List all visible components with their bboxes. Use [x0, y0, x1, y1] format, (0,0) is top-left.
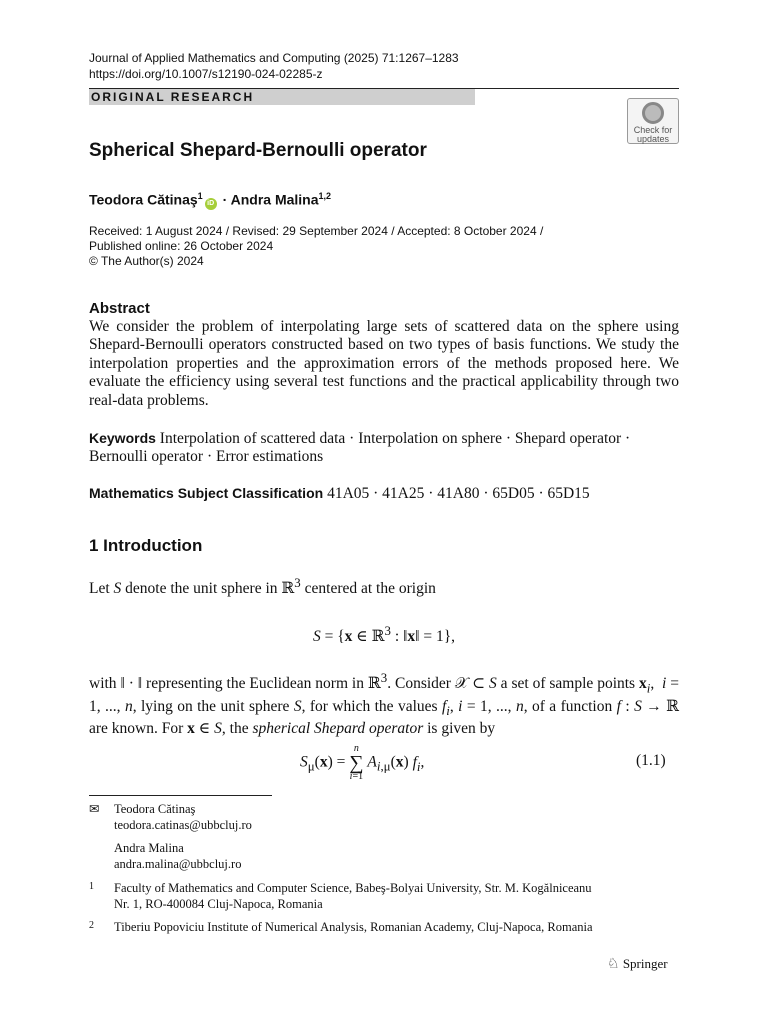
keywords-text: Interpolation of scattered data · Interpolation on sphere · Shepard operator · Bernoulli operator · Error estimations [89, 430, 631, 466]
check-updates-label-1: Check for [633, 125, 673, 135]
msc-codes: 41A05 · 41A25 · 41A80 · 65D05 · 65D15 [327, 485, 590, 502]
equation-number: (1.1) [636, 752, 666, 769]
section-badge: ORIGINAL RESEARCH [89, 89, 475, 105]
copyright: © The Author(s) 2024 [89, 254, 204, 268]
publisher-logo [607, 955, 668, 974]
article-title: Spherical Shepard-Bernoulli operator [89, 140, 427, 161]
intro-paragraph-2: with ‖ · ‖ representing the Euclidean norm in ℝ$^3$. Consider 𝒳 ⊂ S a set of sample points $x_i$, i = 1, ..., n, lying on the unit sphere S, for which the values $f_i$, i = 1, ..., n, of a function f : S → ℝ are known. For x ∈ S, the spherical Shepard operator is given by [89, 670, 679, 738]
author-2-name[interactable]: Andra Malina [230, 191, 319, 208]
author-separator: · [222, 191, 228, 208]
journal-line: Journal of Applied Mathematics and Computing (2025) 71:1267–1283 [89, 51, 459, 65]
author-2-affiliation: 1,2 [318, 191, 332, 201]
corresponding-authors [89, 801, 252, 872]
author-1-name[interactable]: Teodora Cătinaş [89, 191, 198, 208]
check-updates-icon [642, 102, 664, 124]
intro-paragraph-1: Let S denote the unit sphere in ℝ$^3$ centered at the origin [89, 575, 436, 598]
footnote-author-2-name: Andra Malina [114, 841, 184, 855]
affiliation-1-number: 1 [89, 881, 94, 892]
keywords-block [89, 429, 679, 467]
affiliation-1-line-2: Nr. 1, RO-400084 Cluj-Napoca, Romania [114, 897, 323, 911]
check-for-updates-button[interactable] [627, 98, 679, 144]
publisher-name: Springer [622, 956, 668, 971]
section-heading-introduction: 1 Introduction [89, 536, 203, 555]
doi-link[interactable]: https://doi.org/10.1007/s12190-024-02285-z [89, 67, 323, 81]
affiliation-1 [89, 879, 592, 912]
footnote-rule [89, 795, 272, 796]
author-list [89, 186, 331, 210]
abstract-text: We consider the problem of interpolating large sets of scattered data on the sphere using Shepard-Bernoulli operators constructed based on two types of basis functions. We study the interpolation properties and the approximation errors of the methods proposed here. We evaluate the efficiency using several test functions and the practical applicability through two real-data problems. [89, 318, 679, 409]
journal-citation [89, 50, 459, 82]
springer-horse-icon: ♘ [607, 957, 620, 972]
footnote-author-1-email[interactable]: teodora.catinas@ubbcluj.ro [114, 818, 252, 832]
dates-line-2: Published online: 26 October 2024 [89, 239, 274, 253]
author-1-affiliation: 1 [197, 191, 203, 201]
orcid-icon[interactable]: iD [205, 198, 217, 210]
affiliation-2 [89, 918, 593, 935]
footnote-author-2-email[interactable]: andra.malina@ubbcluj.ro [114, 857, 242, 871]
equation-shepard-operator: $S_\mu(x)$ = n ∑ i=1 $A_{i,\mu}(x)$ $f_i$, [300, 743, 425, 782]
footnote-author-1-name: Teodora Cătinaş [114, 802, 196, 816]
keywords-label: Keywords [89, 430, 156, 446]
abstract-heading: Abstract [89, 300, 150, 317]
publication-dates [89, 224, 689, 269]
check-updates-label-2: updates [636, 134, 670, 144]
msc-label: Mathematics Subject Classification [89, 485, 324, 501]
envelope-icon: ✉ [89, 802, 100, 816]
equation-unit-sphere: S = {x ∈ ℝ$^3$ : ‖x‖ = 1}, [312, 623, 456, 646]
dates-line-1: Received: 1 August 2024 / Revised: 29 September 2024 / Accepted: 8 October 2024 / [89, 224, 544, 238]
msc-block [89, 484, 679, 503]
affiliation-2-line: Tiberiu Popoviciu Institute of Numerical Analysis, Romanian Academy, Cluj-Napoca, Romania [114, 920, 593, 934]
affiliation-1-line-1: Faculty of Mathematics and Computer Science, Babeş-Bolyai University, Str. M. Kogălniceanu [114, 881, 592, 895]
affiliation-2-number: 2 [89, 920, 94, 931]
